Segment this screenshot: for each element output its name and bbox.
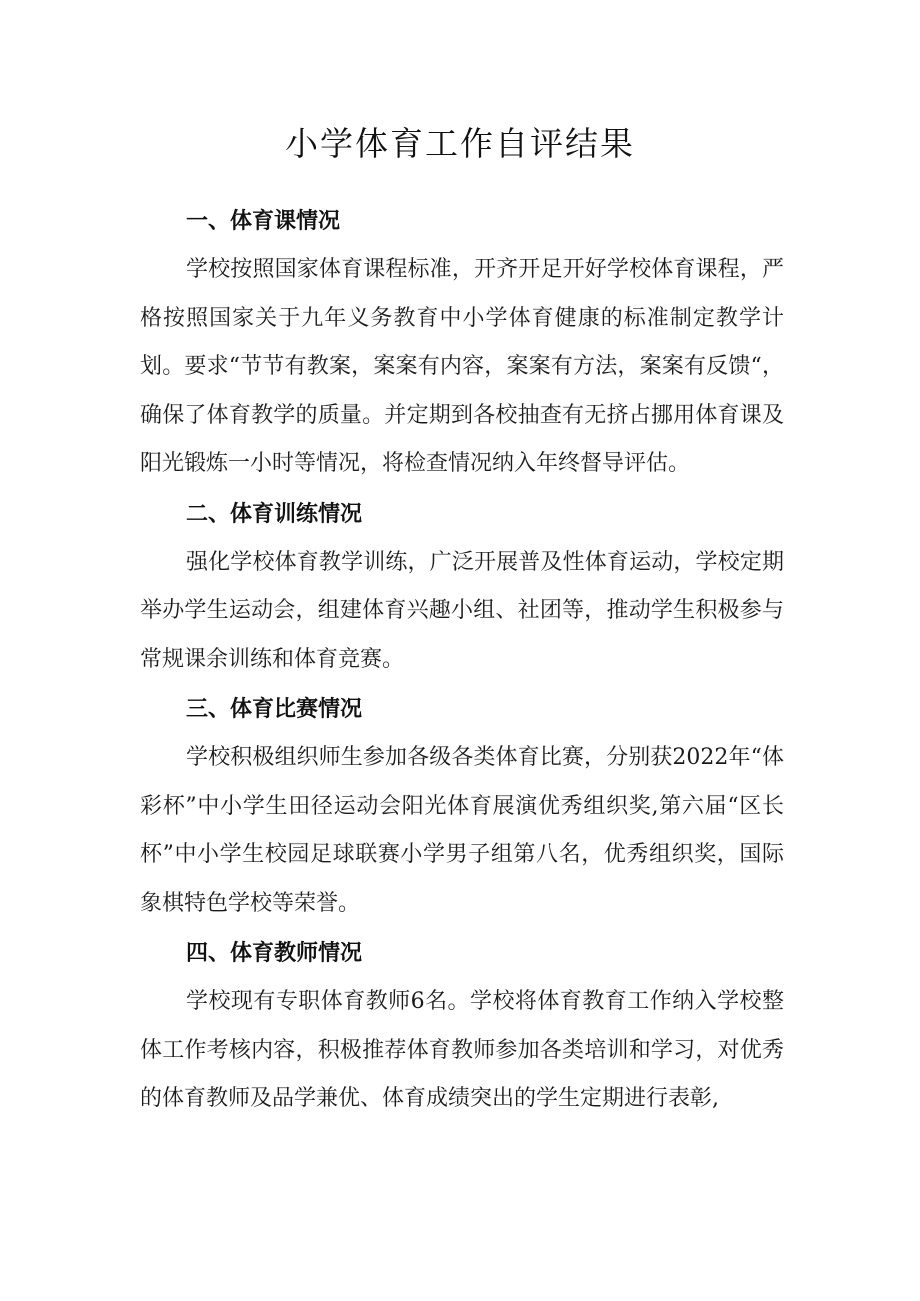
section-paragraph: 学校按照国家体育课程标准，开齐开足开好学校体育课程，严格按照国家关于九年义务教育中小学体育健康的标准制定教学计划。要求“节节有教案，案案有内容，案案有方法，案案有反馈“，确保了体育教学的质量。并定期到各校抽查有无挤占挪用体育课及阳光锻炼一小时等情况，将检查情况纳入年终督导评估。: [140, 257, 784, 476]
section-paragraph: 学校现有专职体育教师6名。学校将体育教育工作纳入学校整体工作考核内容，积极推荐体育教师参加各类培训和学习，对优秀的体育教师及品学兼优、体育成绩突出的学生定期进行表彰,: [140, 989, 784, 1111]
section-heading: 二、体育训练情况: [186, 501, 363, 527]
section-pe-training: [140, 491, 784, 685]
section-heading: 三、体育比赛情况: [186, 697, 363, 722]
section-pe-competition: [140, 686, 784, 928]
section-paragraph: 学校积极组织师生参加各级各类体育比赛，分别获2022年“体彩杯”中小学生田径运动会阳光体育展演优秀组织奖,第六届“区长杯”中小学生校园足球联赛小学男子组第八名，优秀组织奖，国际象棋特色学校等荣誉。: [140, 745, 784, 916]
section-pe-class: [140, 198, 784, 489]
document-title: 小学体育工作自评结果: [285, 124, 635, 163]
document-body: [140, 198, 784, 1124]
section-paragraph: 强化学校体育教学训练，广泛开展普及性体育运动，学校定期举办学生运动会，组建体育兴趣小组、社团等，推动学生积极参与常规课余训练和体育竞赛。: [140, 549, 784, 672]
section-pe-teachers: [140, 930, 784, 1124]
section-heading: 四、体育教师情况: [186, 941, 363, 966]
section-heading: 一、体育课情况: [186, 209, 341, 234]
